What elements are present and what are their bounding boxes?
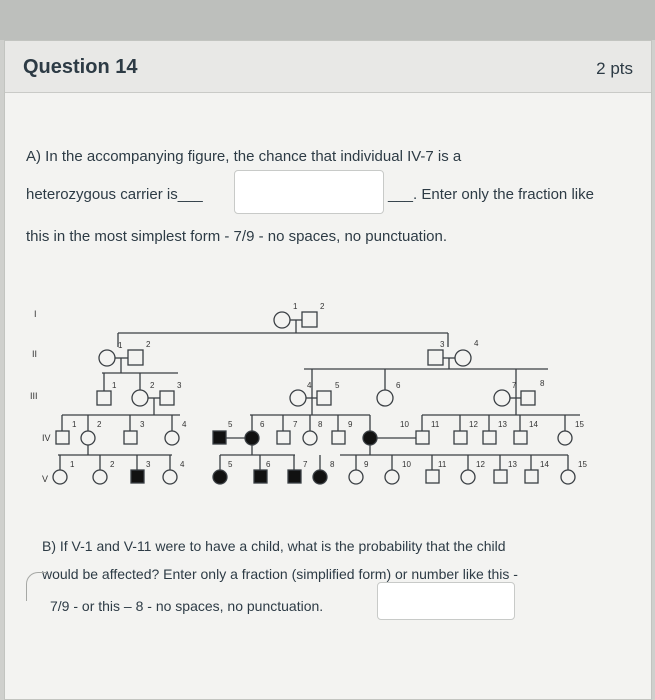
decorative-corner xyxy=(26,572,47,601)
pedigree-figure xyxy=(20,255,640,484)
III-6-label: 6 xyxy=(396,381,401,390)
IV-5-affected-male xyxy=(213,431,226,444)
part-b-line-3: 7/9 - or this – 8 - no spaces, no punctuation. xyxy=(50,598,324,614)
III-8-label: 8 xyxy=(540,379,545,388)
II-1-female xyxy=(99,350,115,366)
gen-II-left-couple xyxy=(99,333,178,373)
V-5-affected-female xyxy=(213,470,227,484)
gen-II-right-couple xyxy=(304,333,548,369)
V-8-affected-female xyxy=(313,470,327,484)
gen-label-III: III xyxy=(30,391,38,401)
III-7-label: 7 xyxy=(512,381,517,390)
IV-2-female xyxy=(81,431,95,445)
V-13-label: 13 xyxy=(508,460,517,469)
question-title: Question 14 xyxy=(23,56,138,78)
III-5-label: 5 xyxy=(335,381,340,390)
part-a-line-2-after: ___. Enter only the fraction like xyxy=(388,186,594,203)
IV-15-label: 15 xyxy=(575,420,584,429)
IV-1-label: 1 xyxy=(72,420,77,429)
part-b-line-1: B) If V-1 and V-11 were to have a child, what is the probability that the child xyxy=(42,538,506,554)
gen-label-I: I xyxy=(34,309,37,319)
IV-8-female xyxy=(303,431,317,445)
V-14-label: 14 xyxy=(540,460,549,469)
IV-4-female xyxy=(165,431,179,445)
III-4-female xyxy=(290,390,306,406)
V-9-label: 9 xyxy=(364,460,369,469)
IV-12-male xyxy=(454,431,467,444)
IV-14-male xyxy=(514,431,527,444)
III-4-label: 4 xyxy=(307,381,312,390)
IV-10-affected-female xyxy=(363,431,377,445)
III-3-label: 3 xyxy=(177,381,182,390)
IV-9-male xyxy=(332,431,345,444)
V-6-affected-male xyxy=(254,470,267,483)
III-1-label: 1 xyxy=(112,381,117,390)
V-7-affected-male xyxy=(288,470,301,483)
III-2-female xyxy=(132,390,148,406)
gen-label-II: II xyxy=(32,349,38,359)
V-11-label: 11 xyxy=(438,460,447,469)
IV-13-label: 13 xyxy=(498,420,507,429)
V-10-label: 10 xyxy=(402,460,411,469)
I-2-label: 2 xyxy=(320,302,325,311)
part-a-line-1: A) In the accompanying figure, the chance that individual IV-7 is a xyxy=(26,148,462,165)
IV-10-label: 10 xyxy=(400,420,409,429)
III-6-female xyxy=(377,390,393,406)
IV-2-label: 2 xyxy=(97,420,102,429)
part-b-line-2: would be affected? Enter only a fraction (simplified form) or number like this - xyxy=(42,566,518,582)
III-3-male xyxy=(160,391,174,405)
V-3-affected-male xyxy=(131,470,144,483)
V-12-label: 12 xyxy=(476,460,485,469)
IV-7-label: 7 xyxy=(293,420,298,429)
IV-7-male xyxy=(277,431,290,444)
IV-4-label: 4 xyxy=(182,420,187,429)
IV-9-label: 9 xyxy=(348,420,353,429)
IV-3-male xyxy=(124,431,137,444)
V-15-label: 15 xyxy=(578,460,587,469)
gen-IV xyxy=(56,415,584,445)
III-7-female xyxy=(494,390,510,406)
question-header xyxy=(5,41,651,93)
IV-13-male xyxy=(483,431,496,444)
V-5-label: 5 xyxy=(228,460,233,469)
IV-11-label: 11 xyxy=(431,420,440,429)
gen-label-V: V xyxy=(42,474,49,484)
question-points: 2 pts xyxy=(596,59,633,78)
part-a-line-3: this in the most simplest form - 7/9 - no spaces, no punctuation. xyxy=(26,228,448,245)
IV-8-label: 8 xyxy=(318,420,323,429)
III-8-male xyxy=(521,391,535,405)
V-8-label: 8 xyxy=(330,460,335,469)
I-1-female xyxy=(274,312,290,328)
III-2-label: 2 xyxy=(150,381,155,390)
IV-12-label: 12 xyxy=(469,420,478,429)
V-7-label: 7 xyxy=(303,460,308,469)
II-1-label: 1 xyxy=(118,341,123,350)
I-1-label: 1 xyxy=(293,302,298,311)
II-4-female xyxy=(455,350,471,366)
II-3-male xyxy=(428,350,443,365)
IV-15-female xyxy=(558,431,572,445)
II-4-label: 4 xyxy=(474,339,479,348)
I-2-male xyxy=(302,312,317,327)
gen-V xyxy=(53,445,587,484)
IV-6-label: 6 xyxy=(260,420,265,429)
top-background-strip xyxy=(0,0,655,40)
V-3-label: 3 xyxy=(146,460,151,469)
gen-I-couple xyxy=(118,302,448,333)
part-a-line-2-before: heterozygous carrier is___ xyxy=(26,186,203,203)
II-2-male xyxy=(128,350,143,365)
V-4-label: 4 xyxy=(180,460,185,469)
II-2-label: 2 xyxy=(146,340,151,349)
III-1-male xyxy=(97,391,111,405)
gen-label-IV: IV xyxy=(42,433,51,443)
III-5-male xyxy=(317,391,331,405)
gen-III xyxy=(97,369,545,415)
IV-6-affected-female xyxy=(245,431,259,445)
IV-5-label: 5 xyxy=(228,420,233,429)
part-b-answer-input[interactable] xyxy=(377,582,515,620)
V-1-label: 1 xyxy=(70,460,75,469)
IV-11-male xyxy=(416,431,429,444)
V-6-label: 6 xyxy=(266,460,271,469)
IV-14-label: 14 xyxy=(529,420,538,429)
V-2-label: 2 xyxy=(110,460,115,469)
IV-1-male xyxy=(56,431,69,444)
II-3-label: 3 xyxy=(440,340,445,349)
part-a-answer-input[interactable] xyxy=(234,170,384,214)
IV-3-label: 3 xyxy=(140,420,145,429)
